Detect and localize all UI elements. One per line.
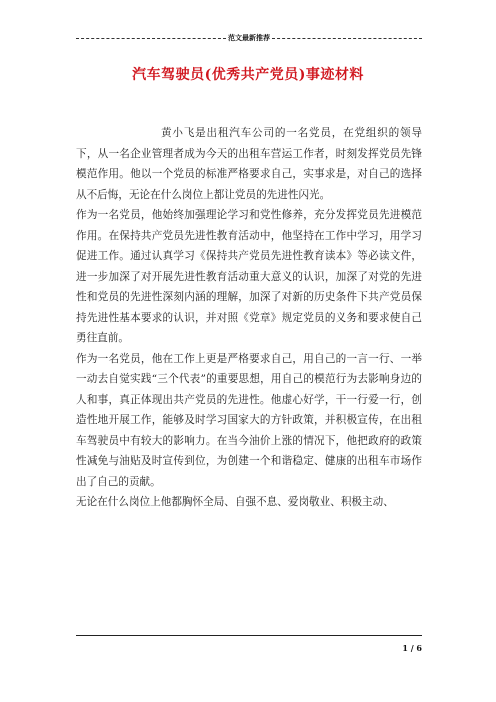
paragraph: 作为一名党员，他始终加强理论学习和党性修养，充分发挥党员先进模范作用。在保持共产党员先进性教育活动中，他坚持在工作中学习，用学习促进工作。通过认真学习《保持共产党员先进性教育读本》等必读文件，进一步加深了对开展先进性教育活动重大意义的认识，加深了对党的先进性和党员的先进性深刻内涵的理解，加深了对新的历史条件下共产党员保持先进性基本要求的认识，并对照《党章》规定党员的义务和要求使自己勇往直前。	[76, 209, 422, 344]
header-dashes-right	[272, 38, 422, 39]
document-body	[76, 123, 422, 513]
footer-rule	[76, 635, 422, 636]
document-title: 汽车驾驶员(优秀共产党员)事迹材料	[132, 67, 364, 83]
paragraph: 无论在什么岗位上他都胸怀全局、自强不息、爱岗敬业、积极主动、	[76, 496, 394, 508]
paragraph: 作为一名党员，他在工作上更是严格要求自己，用自己的一言一行、一举一动去自觉实践“三个代表”的重要思想，用自己的模范行为去影响身边的人和事，真正体现出共产党员的先进性。他虚心好学，干一行爱一行，创造性地开展工作，能够及时学习国家大的方针政策，并积极宣传，在出租车驾驶员中有较大的影响力。在当今油价上涨的情况下，他把政府的政策性减免与油贴及时宣传到位，为创建一个和谐稳定、健康的出租车市场作出了自己的贡献。	[76, 352, 422, 488]
header-dashes-left	[76, 38, 226, 39]
header-label: 范文最新推荐	[228, 33, 270, 42]
page-header	[76, 32, 422, 44]
page-number: 1 / 6	[402, 643, 422, 653]
paragraph: 黄小飞是出租汽车公司的一名党员，在党组织的领导下，从一名企业管理者成为今天的出租车营运工作者，时刻发挥党员先锋模范作用。他以一个党员的标准严格要求自己，实事求是，对自己的选择从不后悔，无论在什么岗位上都让党员的先进性闪光。	[76, 127, 422, 201]
